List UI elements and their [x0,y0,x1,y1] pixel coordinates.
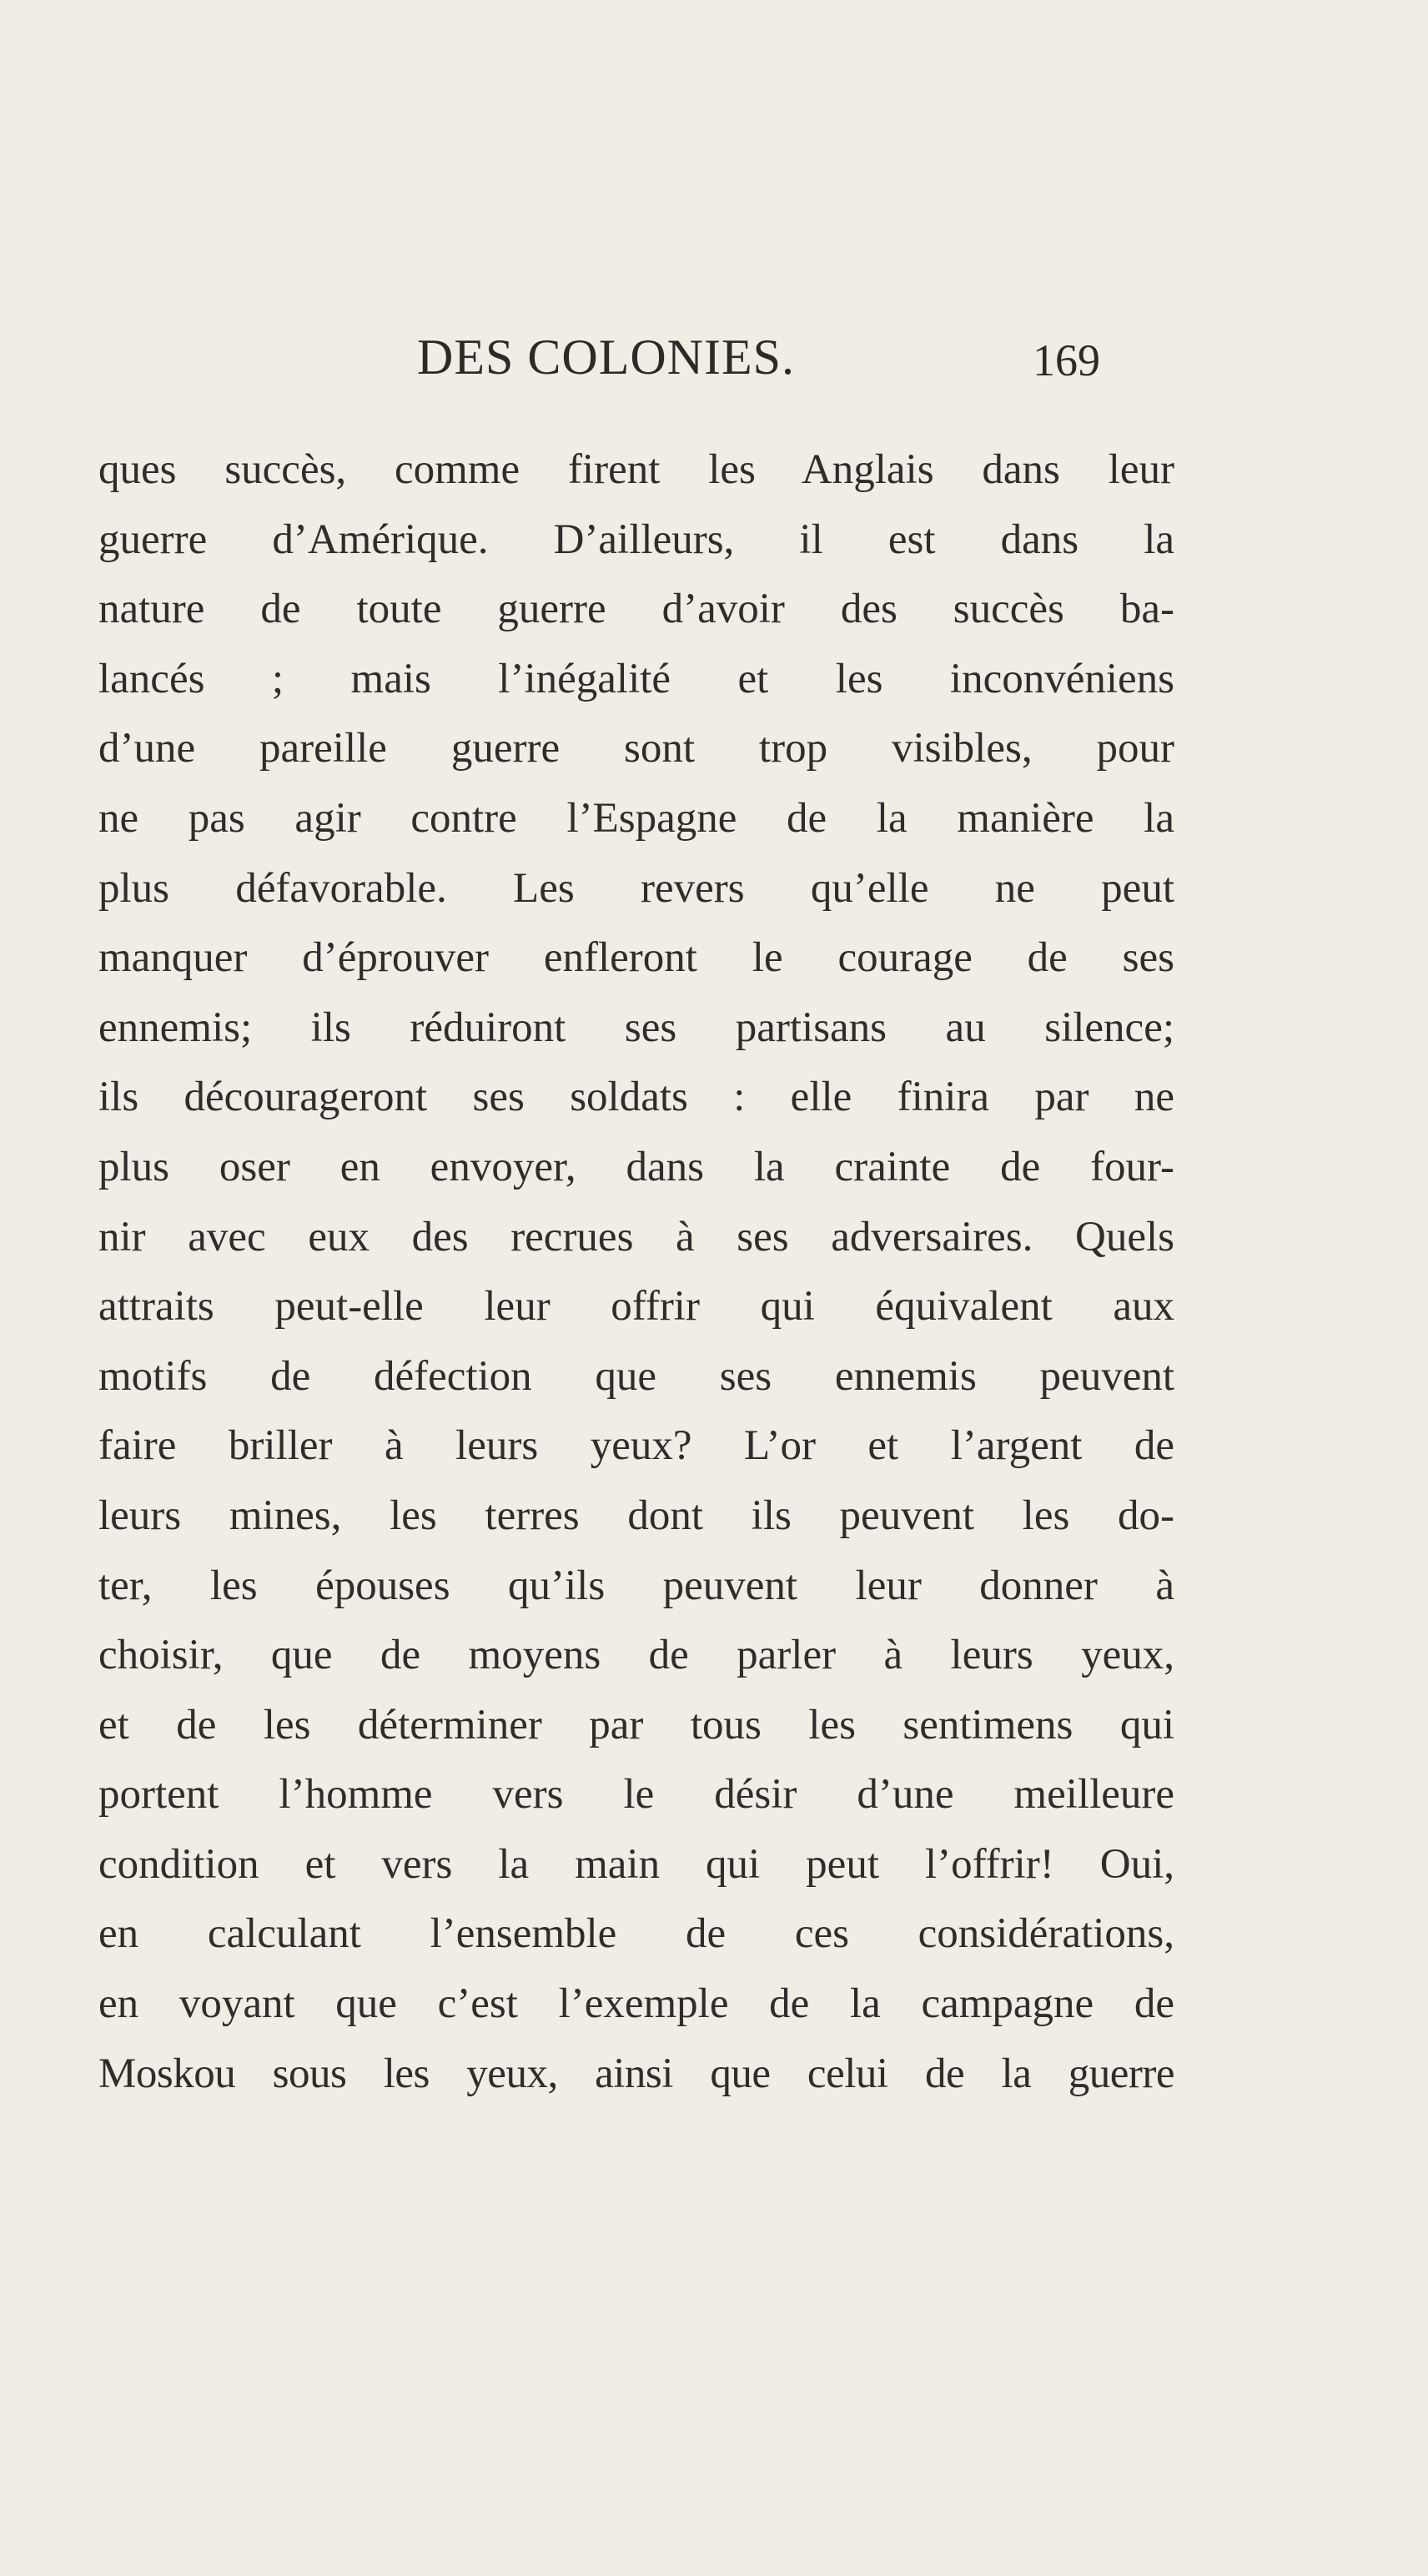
text-line: ennemis; ils réduiront ses partisans au silence; [98,1004,1174,1051]
text-line: ques succès, comme firent les Anglais dans leur [98,446,1174,493]
text-line: lancés ; mais l’inégalité et les inconvéniens [98,655,1174,702]
text-line: d’une pareille guerre sont trop visibles, pour [98,725,1174,772]
text-line: Moskou sous les yeux, ainsi que celui de la guerre [98,2050,1174,2097]
text-line: en voyant que c’est l’exemple de la campagne de [98,1980,1174,2028]
text-line: nature de toute guerre d’avoir des succès ba- [98,586,1174,633]
text-line: ils décourageront ses soldats : elle finira par ne [98,1074,1174,1121]
text-line: leurs mines, les terres dont ils peuvent les do- [98,1492,1174,1539]
text-line: plus défavorable. Les revers qu’elle ne peut [98,864,1174,912]
text-line: choisir, que de moyens de parler à leurs yeux, [98,1632,1174,1679]
text-line: faire briller à leurs yeux? L’or et l’argent de [98,1422,1174,1470]
text-line: portent l’homme vers le désir d’une meilleure [98,1771,1174,1819]
text-line: condition et vers la main qui peut l’offrir! Oui, [98,1840,1174,1888]
text-line: manquer d’éprouver enfleront le courage de ses [98,934,1174,982]
text-line: nir avec eux des recrues à ses adversaires. Quels [98,1213,1174,1260]
text-line: plus oser en envoyer, dans la crainte de four- [98,1143,1174,1190]
page-number: 169 [1033,335,1100,385]
page-title: DES COLONIES. [417,330,796,385]
running-head [0,324,1428,390]
text-line: motifs de défection que ses ennemis peuvent [98,1352,1174,1400]
text-line: ne pas agir contre l’Espagne de la manière la [98,794,1174,842]
text-line: attraits peut-elle leur offrir qui équivalent aux [98,1283,1174,1331]
text-line: en calculant l’ensemble de ces considérations, [98,1910,1174,1958]
text-line: guerre d’Amérique. D’ailleurs, il est dans la [98,516,1174,563]
text-line: et de les déterminer par tous les sentimens qui [98,1701,1174,1748]
body-text [98,435,1174,2109]
text-line: ter, les épouses qu’ils peuvent leur donner à [98,1562,1174,1609]
